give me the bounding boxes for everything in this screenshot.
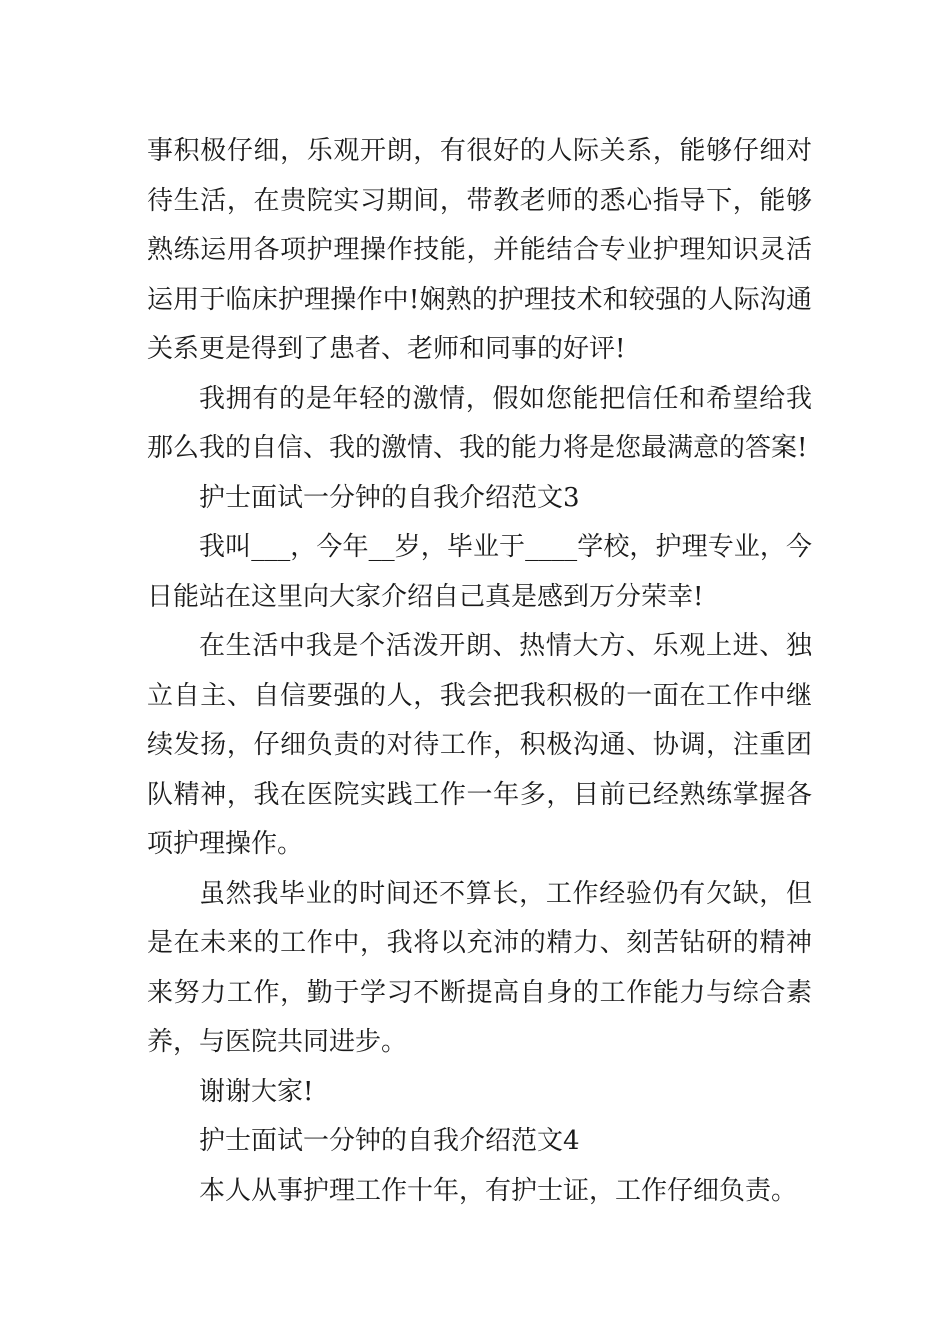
- paragraph-introduction: 我叫___，今年__岁，毕业于____学校，护理专业，今日能站在这里向大家介绍自己真是感到万分荣幸!: [147, 532, 812, 612]
- section-heading-sample-3: 护士面试一分钟的自我介绍范文3: [199, 482, 580, 513]
- paragraph-sample-4-start: 本人从事护理工作十年，有护士证，工作仔细负责。: [199, 1175, 798, 1206]
- paragraph-continuation: 事积极仔细，乐观开朗，有很好的人际关系，能够仔细对待生活，在贵院实习期间，带教老师的悉心指导下，能够熟练运用各项护理操作技能，并能结合专业护理知识灵活运用于临床护理操作中!娴熟的护理技术和较强的人际沟通关系更是得到了患者、老师和同事的好评!: [147, 136, 812, 364]
- paragraph-experience: 虽然我毕业的时间还不算长，工作经验仍有欠缺，但是在未来的工作中，我将以充沛的精力、刻苦钻研的精神来努力工作，勤于学习不断提高自身的工作能力与综合素养，与医院共同进步。: [147, 878, 812, 1057]
- paragraph-passion: 我拥有的是年轻的激情，假如您能把信任和希望给我那么我的自信、我的激情、我的能力将是您最满意的答案!: [147, 383, 812, 463]
- paragraph-thanks: 谢谢大家!: [199, 1076, 314, 1107]
- paragraph-personality: 在生活中我是个活泼开朗、热情大方、乐观上进、独立自主、自信要强的人，我会把我积极的一面在工作中继续发扬，仔细负责的对待工作，积极沟通、协调，注重团队精神，我在医院实践工作一年多，目前已经熟练掌握各项护理操作。: [147, 631, 812, 859]
- document-body: [147, 127, 812, 1216]
- section-heading-sample-4: 护士面试一分钟的自我介绍范文4: [199, 1126, 580, 1156]
